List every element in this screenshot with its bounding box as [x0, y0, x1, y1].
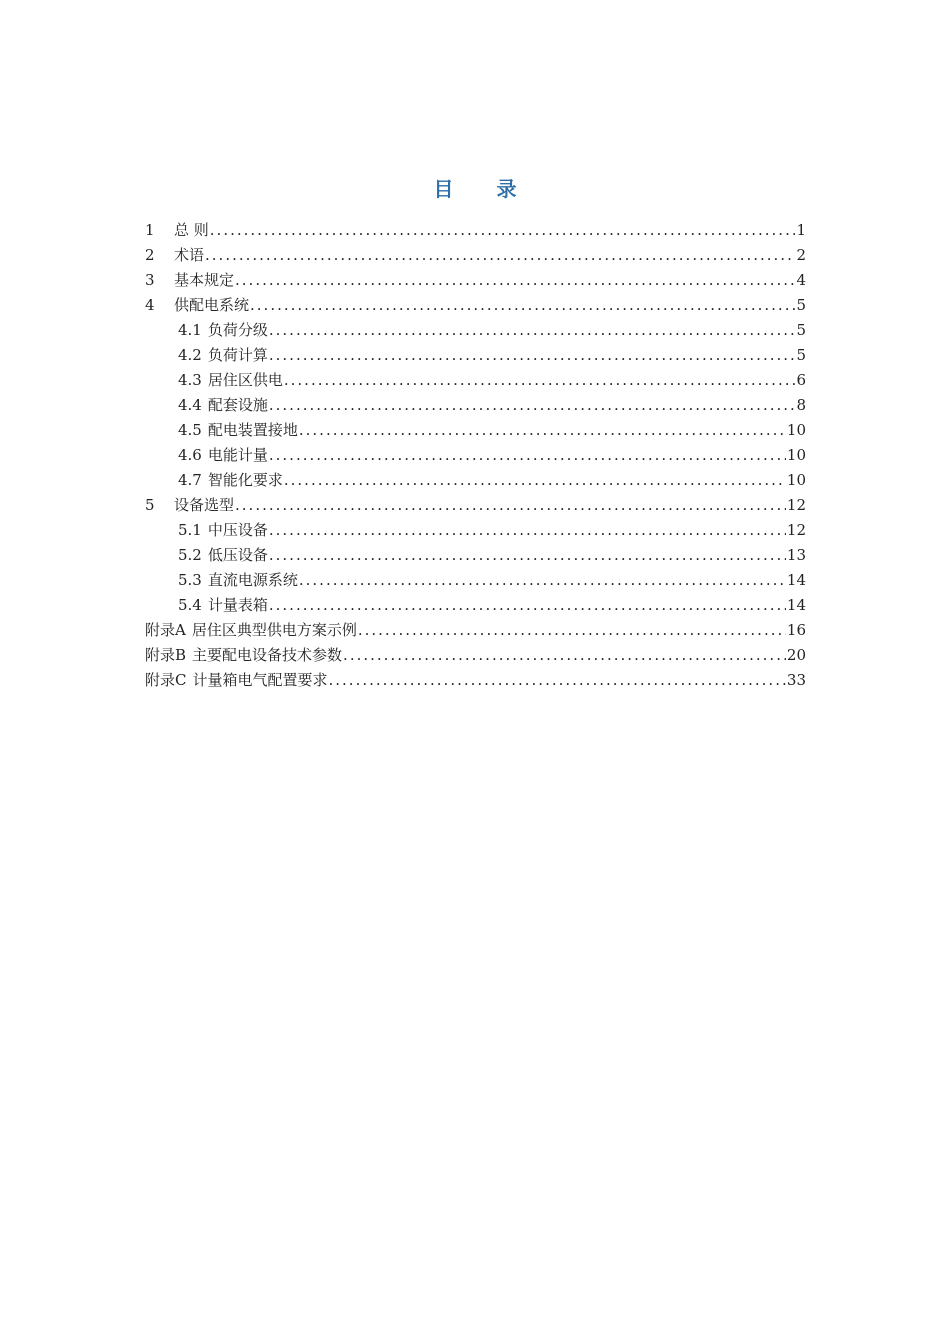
toc-entry-number: 5.3	[178, 571, 202, 589]
toc-entry[interactable]	[145, 343, 806, 368]
toc-entry-title: 配电装置接地	[207, 421, 298, 439]
dot-leader	[235, 268, 795, 293]
toc-entry-number: 1	[145, 221, 155, 239]
toc-entry-page-number: 10	[786, 421, 806, 439]
toc-entry-number: 4.5	[178, 421, 202, 439]
toc-entry-page-number: 2	[796, 246, 806, 264]
toc-entry-page-number: 16	[786, 621, 806, 639]
toc-entry[interactable]	[145, 393, 806, 418]
toc-entry[interactable]	[145, 443, 806, 468]
toc-entry-number: 附录C	[145, 671, 187, 689]
toc-entry[interactable]	[145, 493, 806, 518]
toc-entry-number: 4.3	[178, 371, 202, 389]
toc-entry-number: 5	[145, 496, 155, 514]
toc-entry[interactable]	[145, 318, 806, 343]
dot-leader	[269, 393, 796, 418]
dot-leader	[235, 493, 786, 518]
toc-entry-page-number: 5	[796, 346, 806, 364]
toc-entry-title: 中压设备	[207, 521, 268, 539]
toc-entry-page-number: 5	[796, 321, 806, 339]
toc-entry[interactable]	[145, 593, 806, 618]
toc-entry-page-number: 10	[786, 446, 806, 464]
toc-entry[interactable]	[145, 468, 806, 493]
toc-entry-number: 4.6	[178, 446, 202, 464]
toc-entry-number: 4.2	[178, 346, 202, 364]
dot-leader	[284, 368, 796, 393]
toc-entry-title: 负荷分级	[207, 321, 268, 339]
toc-entry-number: 5.2	[178, 546, 202, 564]
toc-entry-number: 附录A	[145, 621, 186, 639]
toc-entry-page-number: 13	[786, 546, 806, 564]
toc-entry[interactable]	[145, 543, 806, 568]
dot-leader	[269, 443, 786, 468]
toc-entry-title: 计量表箱	[207, 596, 268, 614]
toc-entry-title: 负荷计算	[207, 346, 268, 364]
toc-entry[interactable]	[145, 643, 806, 668]
toc-entry[interactable]	[145, 268, 806, 293]
toc-entry-title: 计量箱电气配置要求	[192, 671, 328, 689]
toc-entry-title: 居住区典型供电方案示例	[191, 621, 357, 639]
toc-entry[interactable]	[145, 418, 806, 443]
dot-leader	[343, 643, 786, 668]
toc-entry-page-number: 1	[796, 221, 806, 239]
toc-entry-title: 基本规定	[174, 271, 235, 289]
toc-entry-title: 居住区供电	[207, 371, 283, 389]
dot-leader	[269, 593, 786, 618]
toc-entry-title: 配套设施	[207, 396, 268, 414]
toc-entry-number: 2	[145, 246, 155, 264]
toc-entry-title: 智能化要求	[207, 471, 283, 489]
toc-entry-number: 4.7	[178, 471, 202, 489]
toc-entry-page-number: 14	[786, 596, 806, 614]
toc-entry-title: 供配电系统	[174, 296, 250, 314]
toc-entry[interactable]	[145, 218, 806, 243]
toc-entry-number: 4.4	[178, 396, 202, 414]
dot-leader	[269, 343, 796, 368]
toc-entry-page-number: 14	[786, 571, 806, 589]
toc-entry-page-number: 6	[796, 371, 806, 389]
dot-leader	[269, 518, 786, 543]
toc-entry-title: 设备选型	[174, 496, 235, 514]
toc-entry[interactable]	[145, 668, 806, 693]
dot-leader	[299, 418, 786, 443]
toc-entry-page-number: 8	[796, 396, 806, 414]
toc-entry-page-number: 20	[786, 646, 806, 664]
dot-leader	[269, 318, 796, 343]
toc-entry-number: 5.4	[178, 596, 202, 614]
dot-leader	[299, 568, 786, 593]
toc-entry[interactable]	[145, 243, 806, 268]
toc-entry-title: 术语	[174, 246, 205, 264]
toc-entry-number: 附录B	[145, 646, 187, 664]
toc-entry[interactable]	[145, 293, 806, 318]
toc-entry-title: 总 则	[174, 221, 209, 239]
dot-leader	[329, 668, 786, 693]
toc-entry-number: 4	[145, 296, 155, 314]
dot-leader	[250, 293, 795, 318]
dot-leader	[210, 218, 796, 243]
toc-entry-page-number: 10	[786, 471, 806, 489]
dot-leader	[205, 243, 795, 268]
toc-entry[interactable]	[145, 368, 806, 393]
dot-leader	[284, 468, 786, 493]
dot-leader	[358, 618, 786, 643]
toc-entry-number: 3	[145, 271, 155, 289]
toc-entry-title: 电能计量	[207, 446, 268, 464]
toc-entry-page-number: 5	[796, 296, 806, 314]
toc-entry-number: 5.1	[178, 521, 202, 539]
toc-entry-page-number: 4	[796, 271, 806, 289]
toc-entry-title: 低压设备	[207, 546, 268, 564]
dot-leader	[269, 543, 786, 568]
toc-entry-number: 4.1	[178, 321, 202, 339]
toc-entry-page-number: 33	[786, 671, 806, 689]
toc-entry-page-number: 12	[786, 496, 806, 514]
toc-entry[interactable]	[145, 618, 806, 643]
toc-entry-title: 直流电源系统	[207, 571, 298, 589]
toc-entry-title: 主要配电设备技术参数	[192, 646, 343, 664]
table-of-contents	[145, 218, 806, 693]
page-title: 目 录	[433, 177, 535, 201]
toc-entry[interactable]	[145, 568, 806, 593]
toc-entry-page-number: 12	[786, 521, 806, 539]
toc-entry[interactable]	[145, 518, 806, 543]
